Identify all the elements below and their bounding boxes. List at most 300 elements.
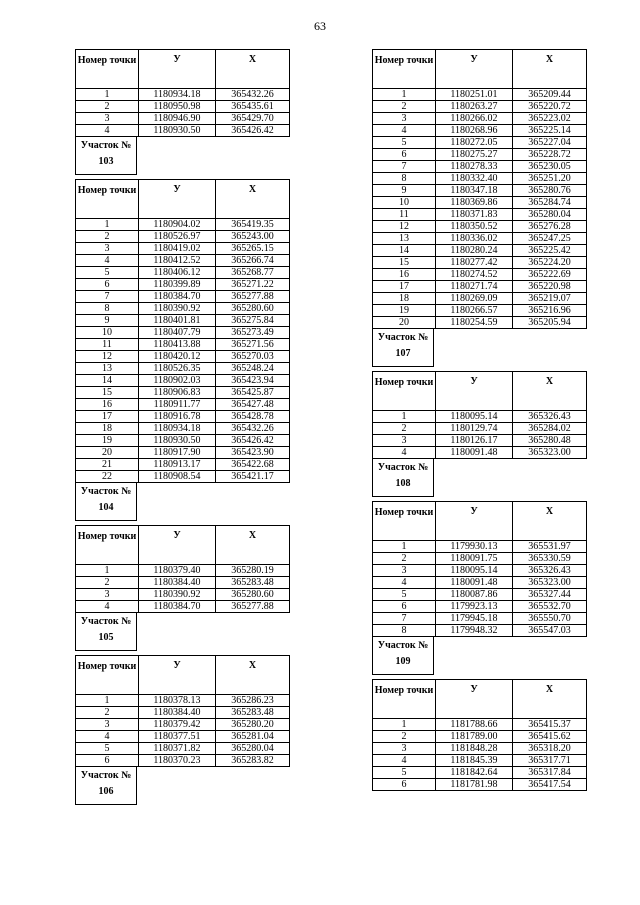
section-title-row xyxy=(75,767,288,805)
y-cell: 1180930.50 xyxy=(139,435,216,447)
point-number-cell: 3 xyxy=(373,565,436,577)
y-cell: 1181788.66 xyxy=(436,719,513,731)
x-cell: 365248.24 xyxy=(216,363,290,375)
x-cell: 365270.03 xyxy=(216,351,290,363)
point-number-cell: 8 xyxy=(373,625,436,637)
y-cell: 1180916.78 xyxy=(139,411,216,423)
point-number-cell: 14 xyxy=(76,375,139,387)
y-cell: 1181845.39 xyxy=(436,755,513,767)
x-cell: 365415.62 xyxy=(513,731,587,743)
x-cell: 365318.20 xyxy=(513,743,587,755)
section-title: Участок № 108 xyxy=(372,459,434,497)
point-number-cell: 15 xyxy=(76,387,139,399)
point-number-header: Номер точки xyxy=(373,680,436,719)
x-cell: 365205.94 xyxy=(513,317,587,329)
y-cell: 1179923.13 xyxy=(436,601,513,613)
x-cell: 365326.43 xyxy=(513,411,587,423)
x-cell: 365531.97 xyxy=(513,541,587,553)
x-cell: 365326.43 xyxy=(513,565,587,577)
point-number-header: Номер точки xyxy=(76,180,139,219)
x-cell: 365268.77 xyxy=(216,267,290,279)
y-cell: 1180129.74 xyxy=(436,423,513,435)
point-number-cell: 2 xyxy=(76,707,139,719)
point-number-cell: 3 xyxy=(76,589,139,601)
x-cell: 365228.72 xyxy=(513,149,587,161)
y-cell: 1180406.12 xyxy=(139,267,216,279)
x-cell: 365223.02 xyxy=(513,113,587,125)
x-cell: 365280.20 xyxy=(216,719,290,731)
coordinates-table xyxy=(372,49,587,329)
table-row xyxy=(373,245,587,257)
point-number-cell: 1 xyxy=(373,541,436,553)
y-cell: 1180371.83 xyxy=(436,209,513,221)
y-cell: 1180934.18 xyxy=(139,89,216,101)
header-row xyxy=(76,656,290,695)
y-cell: 1179930.13 xyxy=(436,541,513,553)
x-cell: 365265.15 xyxy=(216,243,290,255)
y-header: У xyxy=(436,372,513,411)
x-cell: 365425.87 xyxy=(216,387,290,399)
table-row xyxy=(76,731,290,743)
point-number-header: Номер точки xyxy=(76,526,139,565)
table-row xyxy=(373,435,587,447)
y-cell: 1180277.42 xyxy=(436,257,513,269)
point-number-cell: 4 xyxy=(373,125,436,137)
point-number-cell: 13 xyxy=(76,363,139,375)
point-number-cell: 17 xyxy=(76,411,139,423)
table-row xyxy=(373,743,587,755)
point-number-cell: 5 xyxy=(373,589,436,601)
x-cell: 365432.26 xyxy=(216,89,290,101)
page-number: 63 xyxy=(314,19,326,33)
point-number-cell: 7 xyxy=(373,161,436,173)
point-number-cell: 1 xyxy=(76,219,139,231)
table-row xyxy=(76,743,290,755)
header-row xyxy=(76,526,290,565)
table-row xyxy=(76,447,290,459)
y-cell: 1180526.35 xyxy=(139,363,216,375)
coordinates-table xyxy=(372,679,587,791)
table-row xyxy=(373,101,587,113)
x-cell: 365271.56 xyxy=(216,339,290,351)
x-cell: 365224.20 xyxy=(513,257,587,269)
header-row xyxy=(373,502,587,541)
y-cell: 1180379.40 xyxy=(139,565,216,577)
table-row xyxy=(373,221,587,233)
section-title: Участок № 109 xyxy=(372,637,434,675)
point-number-cell: 6 xyxy=(76,755,139,767)
left-column xyxy=(75,49,288,805)
table-row xyxy=(76,267,290,279)
table-row xyxy=(76,375,290,387)
point-number-cell: 6 xyxy=(373,149,436,161)
y-cell: 1180251.01 xyxy=(436,89,513,101)
x-cell: 365426.42 xyxy=(216,125,290,137)
point-number-cell: 18 xyxy=(373,293,436,305)
x-cell: 365273.49 xyxy=(216,327,290,339)
table-row xyxy=(373,613,587,625)
x-cell: 365330.59 xyxy=(513,553,587,565)
y-cell: 1180272.05 xyxy=(436,137,513,149)
point-number-header: Номер точки xyxy=(373,372,436,411)
x-cell: 365423.94 xyxy=(216,375,290,387)
table-row xyxy=(373,589,587,601)
header-row xyxy=(373,372,587,411)
y-header: У xyxy=(436,50,513,89)
x-header: Х xyxy=(513,372,587,411)
y-cell: 1181848.28 xyxy=(436,743,513,755)
table-row xyxy=(76,601,290,613)
x-cell: 365225.14 xyxy=(513,125,587,137)
x-cell: 365323.00 xyxy=(513,577,587,589)
point-number-cell: 4 xyxy=(76,731,139,743)
point-number-cell: 16 xyxy=(373,269,436,281)
header-row xyxy=(76,180,290,219)
y-cell: 1180378.13 xyxy=(139,695,216,707)
point-number-cell: 1 xyxy=(373,719,436,731)
y-cell: 1180091.48 xyxy=(436,447,513,459)
y-header: У xyxy=(436,502,513,541)
x-cell: 365220.72 xyxy=(513,101,587,113)
point-number-header: Номер точки xyxy=(76,656,139,695)
table-row xyxy=(373,173,587,185)
y-cell: 1180399.89 xyxy=(139,279,216,291)
x-cell: 365220.98 xyxy=(513,281,587,293)
x-cell: 365423.90 xyxy=(216,447,290,459)
section-title: Участок № 107 xyxy=(372,329,434,367)
y-cell: 1180412.52 xyxy=(139,255,216,267)
point-number-cell: 2 xyxy=(76,101,139,113)
y-cell: 1180278.33 xyxy=(436,161,513,173)
point-number-header: Номер точки xyxy=(76,50,139,89)
table-row xyxy=(76,89,290,101)
table-row xyxy=(76,231,290,243)
x-header: Х xyxy=(216,180,290,219)
section-title-row xyxy=(75,613,288,651)
table-row xyxy=(373,293,587,305)
y-cell: 1180369.86 xyxy=(436,197,513,209)
x-cell: 365280.48 xyxy=(513,435,587,447)
point-number-cell: 19 xyxy=(76,435,139,447)
table-row xyxy=(373,197,587,209)
y-cell: 1180280.24 xyxy=(436,245,513,257)
table-row xyxy=(373,577,587,589)
x-cell: 365427.48 xyxy=(216,399,290,411)
table-row xyxy=(373,209,587,221)
table-row xyxy=(373,125,587,137)
y-cell: 1180263.27 xyxy=(436,101,513,113)
point-number-cell: 6 xyxy=(76,279,139,291)
table-row xyxy=(373,625,587,637)
y-cell: 1180384.70 xyxy=(139,291,216,303)
point-number-cell: 22 xyxy=(76,471,139,483)
point-number-cell: 4 xyxy=(373,577,436,589)
point-number-cell: 4 xyxy=(76,601,139,613)
coordinates-table xyxy=(75,49,290,137)
x-cell: 365317.71 xyxy=(513,755,587,767)
x-cell: 365222.69 xyxy=(513,269,587,281)
table-row xyxy=(373,447,587,459)
x-cell: 365421.17 xyxy=(216,471,290,483)
coordinates-table xyxy=(372,371,587,459)
table-row xyxy=(373,281,587,293)
y-cell: 1180946.90 xyxy=(139,113,216,125)
y-cell: 1180950.98 xyxy=(139,101,216,113)
y-cell: 1180266.02 xyxy=(436,113,513,125)
point-number-cell: 6 xyxy=(373,779,436,791)
point-number-cell: 8 xyxy=(76,303,139,315)
x-cell: 365283.82 xyxy=(216,755,290,767)
x-cell: 365247.25 xyxy=(513,233,587,245)
point-number-cell: 10 xyxy=(76,327,139,339)
section-title: Участок № 105 xyxy=(75,613,137,651)
y-cell: 1180930.50 xyxy=(139,125,216,137)
y-cell: 1180332.40 xyxy=(436,173,513,185)
x-cell: 365327.44 xyxy=(513,589,587,601)
x-cell: 365251.20 xyxy=(513,173,587,185)
x-cell: 365280.04 xyxy=(216,743,290,755)
section-title-row xyxy=(372,459,585,497)
y-cell: 1180377.51 xyxy=(139,731,216,743)
point-number-cell: 5 xyxy=(76,743,139,755)
x-header: Х xyxy=(216,656,290,695)
y-cell: 1180904.02 xyxy=(139,219,216,231)
point-number-cell: 17 xyxy=(373,281,436,293)
table-row xyxy=(76,565,290,577)
table-row xyxy=(373,185,587,197)
point-number-header: Номер точки xyxy=(373,502,436,541)
y-header: У xyxy=(139,526,216,565)
point-number-cell: 7 xyxy=(76,291,139,303)
point-number-cell: 3 xyxy=(76,243,139,255)
table-row xyxy=(373,553,587,565)
table-row xyxy=(76,279,290,291)
x-cell: 365415.37 xyxy=(513,719,587,731)
y-header: У xyxy=(139,180,216,219)
table-row xyxy=(373,601,587,613)
table-row xyxy=(373,233,587,245)
x-cell: 365426.42 xyxy=(216,435,290,447)
y-cell: 1180347.18 xyxy=(436,185,513,197)
table-row xyxy=(76,459,290,471)
x-cell: 365532.70 xyxy=(513,601,587,613)
point-number-cell: 3 xyxy=(373,743,436,755)
point-number-cell: 7 xyxy=(373,613,436,625)
y-cell: 1180275.27 xyxy=(436,149,513,161)
y-cell: 1180254.59 xyxy=(436,317,513,329)
x-cell: 365271.22 xyxy=(216,279,290,291)
coordinates-table xyxy=(75,525,290,613)
table-row xyxy=(373,411,587,423)
y-cell: 1180911.77 xyxy=(139,399,216,411)
x-cell: 365243.00 xyxy=(216,231,290,243)
point-number-cell: 12 xyxy=(373,221,436,233)
y-cell: 1180269.09 xyxy=(436,293,513,305)
x-cell: 365317.84 xyxy=(513,767,587,779)
y-cell: 1181842.64 xyxy=(436,767,513,779)
section-title-row xyxy=(75,137,288,175)
table-row xyxy=(373,731,587,743)
y-cell: 1180384.70 xyxy=(139,601,216,613)
table-row xyxy=(76,327,290,339)
table-row xyxy=(373,113,587,125)
x-cell: 365230.05 xyxy=(513,161,587,173)
table-row xyxy=(76,435,290,447)
point-number-cell: 3 xyxy=(373,113,436,125)
y-cell: 1179945.18 xyxy=(436,613,513,625)
table-row xyxy=(76,387,290,399)
y-header: У xyxy=(139,656,216,695)
point-number-cell: 2 xyxy=(76,577,139,589)
table-row xyxy=(76,255,290,267)
point-number-cell: 2 xyxy=(373,553,436,565)
table-row xyxy=(76,243,290,255)
x-header: Х xyxy=(513,680,587,719)
point-number-cell: 5 xyxy=(76,267,139,279)
point-number-cell: 5 xyxy=(373,767,436,779)
y-cell: 1180413.88 xyxy=(139,339,216,351)
table-row xyxy=(76,719,290,731)
y-cell: 1180407.79 xyxy=(139,327,216,339)
y-header: У xyxy=(436,680,513,719)
x-cell: 365435.61 xyxy=(216,101,290,113)
point-number-cell: 11 xyxy=(373,209,436,221)
point-number-cell: 4 xyxy=(76,255,139,267)
point-number-cell: 13 xyxy=(373,233,436,245)
point-number-cell: 1 xyxy=(76,695,139,707)
coordinates-table xyxy=(75,179,290,483)
table-row xyxy=(76,339,290,351)
section-title-row xyxy=(75,483,288,521)
table-row xyxy=(373,317,587,329)
y-cell: 1181781.98 xyxy=(436,779,513,791)
table-row xyxy=(76,589,290,601)
y-cell: 1180274.52 xyxy=(436,269,513,281)
table-row xyxy=(373,719,587,731)
y-cell: 1180087.86 xyxy=(436,589,513,601)
point-number-header: Номер точки xyxy=(373,50,436,89)
point-number-cell: 4 xyxy=(76,125,139,137)
y-cell: 1180091.48 xyxy=(436,577,513,589)
x-cell: 365429.70 xyxy=(216,113,290,125)
point-number-cell: 8 xyxy=(373,173,436,185)
y-cell: 1180266.57 xyxy=(436,305,513,317)
point-number-cell: 4 xyxy=(373,755,436,767)
point-number-cell: 12 xyxy=(76,351,139,363)
table-row xyxy=(76,755,290,767)
point-number-cell: 3 xyxy=(76,113,139,125)
right-column xyxy=(372,49,585,791)
point-number-cell: 4 xyxy=(373,447,436,459)
table-row xyxy=(373,565,587,577)
table-row xyxy=(373,149,587,161)
table-row xyxy=(76,707,290,719)
section-title: Участок № 106 xyxy=(75,767,137,805)
point-number-cell: 2 xyxy=(76,231,139,243)
table-row xyxy=(373,423,587,435)
x-cell: 365283.48 xyxy=(216,707,290,719)
x-cell: 365284.02 xyxy=(513,423,587,435)
x-cell: 365280.60 xyxy=(216,303,290,315)
table-row xyxy=(76,315,290,327)
point-number-cell: 1 xyxy=(76,89,139,101)
x-header: Х xyxy=(513,50,587,89)
x-cell: 365432.26 xyxy=(216,423,290,435)
table-row xyxy=(373,779,587,791)
table-row xyxy=(76,351,290,363)
table-row xyxy=(76,423,290,435)
y-cell: 1180370.23 xyxy=(139,755,216,767)
table-row xyxy=(373,767,587,779)
header-row xyxy=(373,680,587,719)
table-row xyxy=(373,161,587,173)
x-cell: 365547.03 xyxy=(513,625,587,637)
table-row xyxy=(373,755,587,767)
point-number-cell: 1 xyxy=(76,565,139,577)
y-cell: 1180906.83 xyxy=(139,387,216,399)
coordinates-table xyxy=(75,655,290,767)
table-row xyxy=(76,291,290,303)
table-row xyxy=(76,303,290,315)
y-header: У xyxy=(139,50,216,89)
y-cell: 1180401.81 xyxy=(139,315,216,327)
point-number-cell: 16 xyxy=(76,399,139,411)
y-cell: 1180908.54 xyxy=(139,471,216,483)
x-header: Х xyxy=(216,526,290,565)
x-cell: 365283.48 xyxy=(216,577,290,589)
y-cell: 1180934.18 xyxy=(139,423,216,435)
x-header: Х xyxy=(513,502,587,541)
x-cell: 365266.74 xyxy=(216,255,290,267)
y-cell: 1180271.74 xyxy=(436,281,513,293)
point-number-cell: 20 xyxy=(76,447,139,459)
section-title-row xyxy=(372,637,585,675)
x-cell: 365550.70 xyxy=(513,613,587,625)
table-row xyxy=(373,137,587,149)
x-cell: 365225.42 xyxy=(513,245,587,257)
point-number-cell: 3 xyxy=(76,719,139,731)
table-row xyxy=(76,399,290,411)
point-number-cell: 18 xyxy=(76,423,139,435)
y-cell: 1180917.90 xyxy=(139,447,216,459)
section-title-row xyxy=(372,329,585,367)
point-number-cell: 21 xyxy=(76,459,139,471)
x-cell: 365280.60 xyxy=(216,589,290,601)
x-cell: 365417.54 xyxy=(513,779,587,791)
x-cell: 365216.96 xyxy=(513,305,587,317)
section-title: Участок № 103 xyxy=(75,137,137,175)
table-row xyxy=(373,305,587,317)
point-number-cell: 20 xyxy=(373,317,436,329)
point-number-cell: 14 xyxy=(373,245,436,257)
x-cell: 365419.35 xyxy=(216,219,290,231)
x-cell: 365323.00 xyxy=(513,447,587,459)
table-row xyxy=(76,471,290,483)
x-cell: 365275.84 xyxy=(216,315,290,327)
point-number-cell: 6 xyxy=(373,601,436,613)
x-cell: 365280.19 xyxy=(216,565,290,577)
point-number-cell: 2 xyxy=(373,731,436,743)
x-header: Х xyxy=(216,50,290,89)
header-row xyxy=(373,50,587,89)
y-cell: 1180095.14 xyxy=(436,565,513,577)
y-cell: 1180350.52 xyxy=(436,221,513,233)
point-number-cell: 2 xyxy=(373,101,436,113)
y-cell: 1181789.00 xyxy=(436,731,513,743)
y-cell: 1180420.12 xyxy=(139,351,216,363)
point-number-cell: 11 xyxy=(76,339,139,351)
table-row xyxy=(373,541,587,553)
